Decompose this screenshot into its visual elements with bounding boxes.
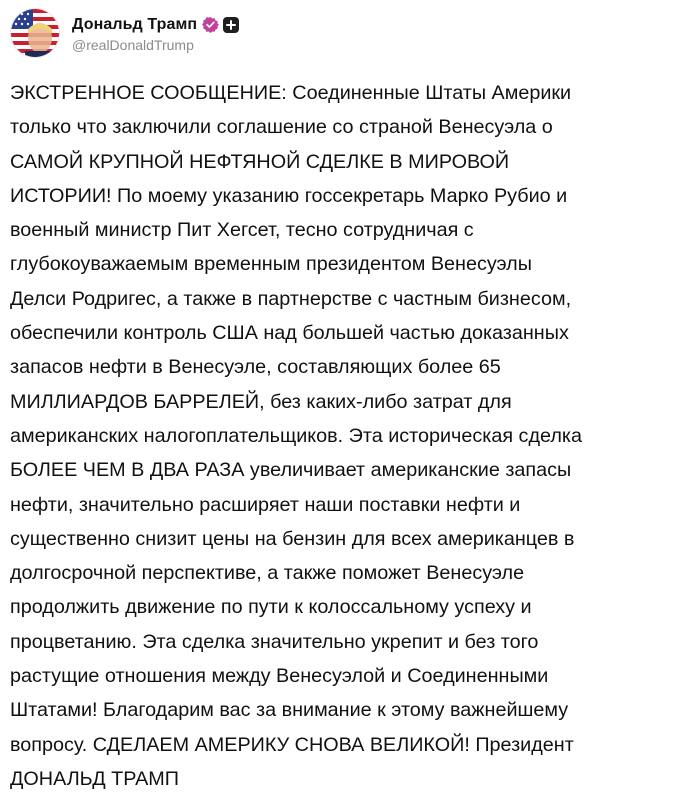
post-body-line: запасов нефти в Венесуэле, составляющих более 65 <box>10 356 501 379</box>
post-body-line: существенно снизит цены на бензин для всех американцев в <box>10 527 575 550</box>
post-body-line: САМОЙ КРУПНОЙ НЕФТЯНОЙ СДЕЛКЕ В МИРОВОЙ <box>10 150 510 173</box>
post-body-line: военный министр Пит Хегсет, тесно сотрудничая с <box>10 219 474 242</box>
plus-icon <box>223 17 239 33</box>
post-body-line: продолжить движение по пути к колоссальному успеху и <box>10 596 532 619</box>
post-body-line: долгосрочной перспективе, а также поможет Венесуэле <box>10 562 525 585</box>
post-body-line: ЭКСТРЕННОЕ СООБЩЕНИЕ: Соединенные Штаты Америки <box>10 82 572 104</box>
author-identity <box>72 14 239 53</box>
avatar[interactable] <box>10 8 60 58</box>
post-body <box>10 76 696 796</box>
post-body-line: растущие отношения между Венесуэлой и Соединенными <box>10 665 549 688</box>
post-body-line: только что заключили соглашение со страной Венесуэла о <box>10 116 553 139</box>
post-body-line: МИЛЛИАРДОВ БАРРЕЛЕЙ, без каких-либо затрат для <box>10 390 512 413</box>
post-body-line: ДОНАЛЬД ТРАМП <box>10 767 179 790</box>
author-display-name[interactable]: Дональд Трамп <box>72 15 198 33</box>
post-body-line: американских налогоплательщиков. Эта историческая сделка <box>10 424 582 447</box>
verified-icon <box>202 16 219 33</box>
avatar-image <box>11 9 60 58</box>
post-body-line: вопросу. СДЕЛАЕМ АМЕРИКУ СНОВА ВЕЛИКОЙ! Президент <box>10 733 574 756</box>
post-body-line: процветанию. Эта сделка значительно укрепит и без того <box>10 630 539 653</box>
post-body-line: Штатами! Благодарим вас за внимание к этому важнейшему <box>10 699 569 722</box>
author-handle[interactable]: @realDonaldTrump <box>72 36 194 53</box>
post-header <box>10 8 239 58</box>
post-body-line: глубокоуважаемым временным президентом Венесуэлы <box>10 253 532 276</box>
post-body-line: нефти, значительно расширяет наши поставки нефти и <box>10 493 521 516</box>
post-body-line: ИСТОРИИ! По моему указанию госсекретарь Марко Рубио и <box>10 184 568 207</box>
post-body-line: обеспечили контроль США над большей частью доказанных <box>10 322 569 345</box>
author-name-row <box>72 14 239 36</box>
post-body-line: Делси Родригес, а также в партнерстве с частным бизнесом, <box>10 287 572 310</box>
post-body-line: БОЛЕЕ ЧЕМ В ДВА РАЗА увеличивает американские запасы <box>10 459 572 482</box>
